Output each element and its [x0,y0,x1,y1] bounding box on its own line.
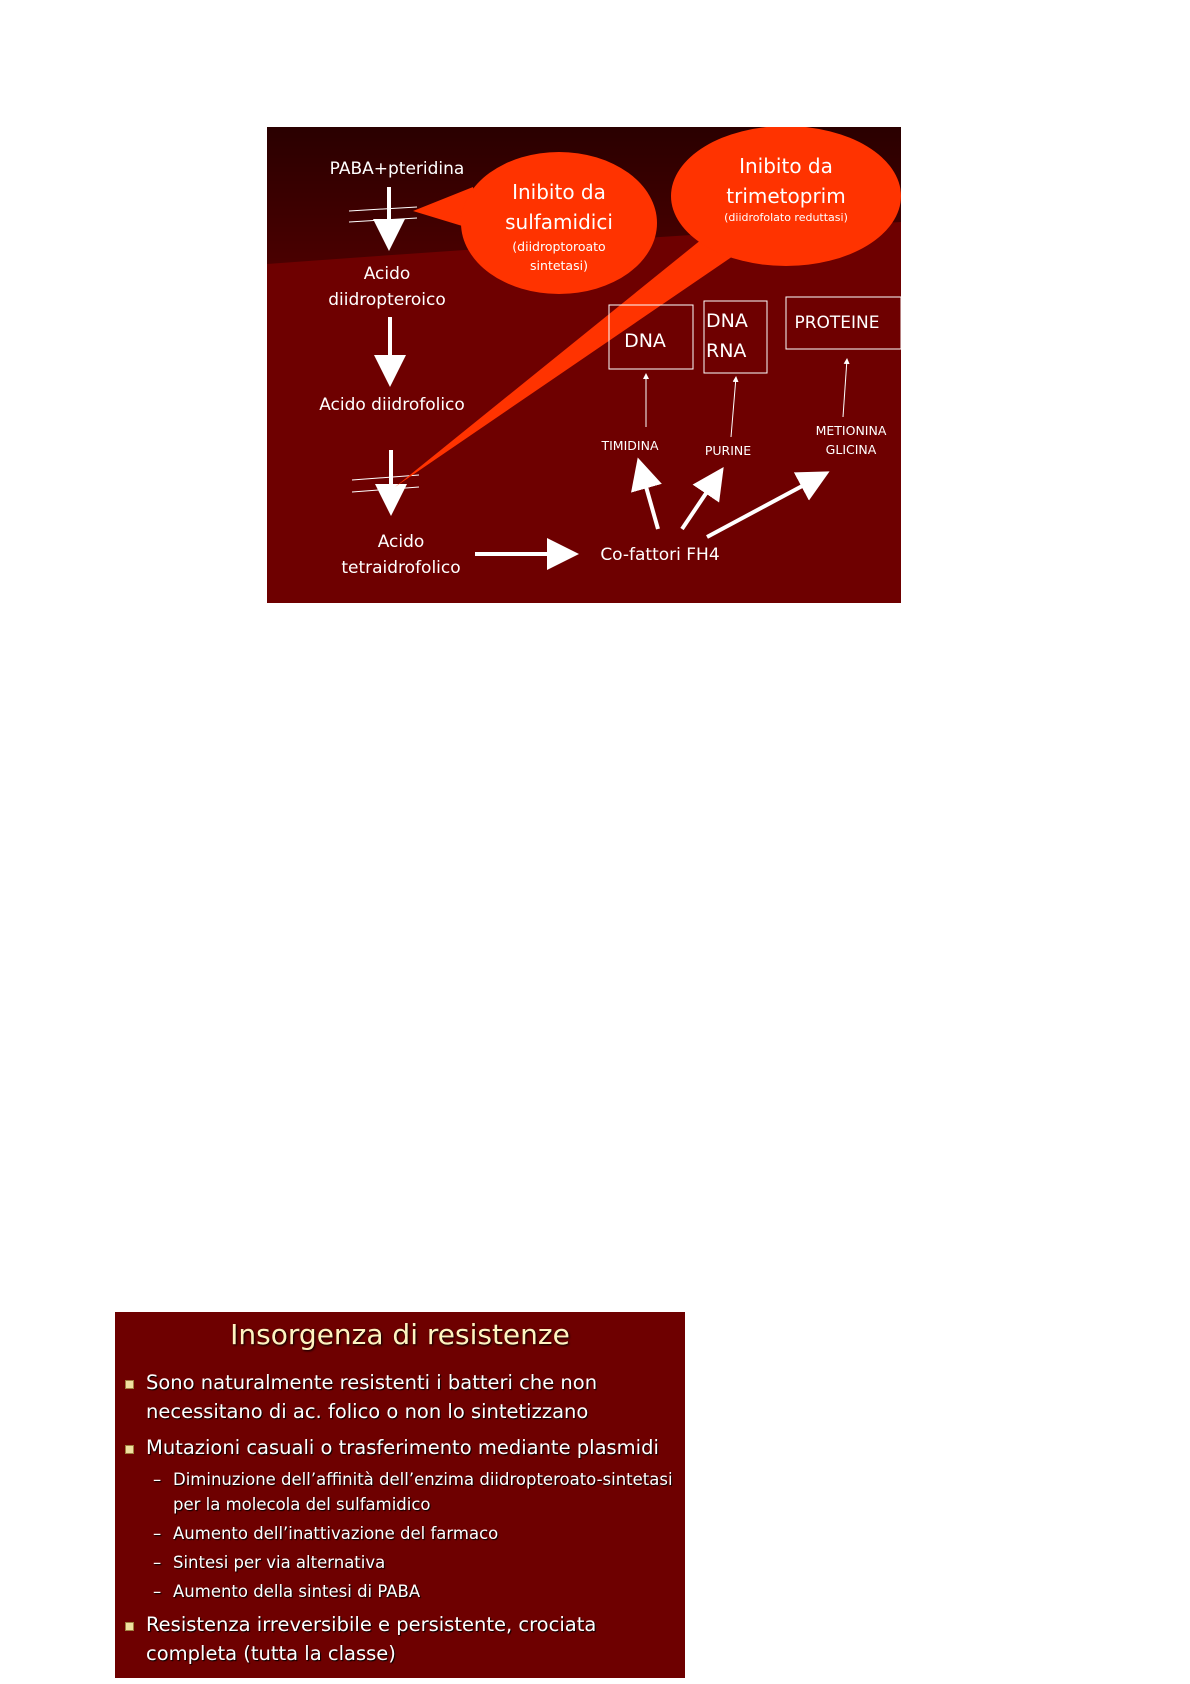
bullet-1 [146,1368,681,1426]
sub-bullet-1-line2: per la molecola del sulfamidico [173,1495,431,1514]
bubble-trimetoprim-line1: Inibito da [739,154,833,178]
bubble-sulfamidici-line2: sulfamidici [505,210,613,234]
bullet-2-line1: Mutazioni casuali o trasferimento mediante plasmidi [146,1436,659,1459]
bullet-3-line2: completa (tutta la classe) [146,1642,396,1665]
box-dna-label: DNA [624,330,666,352]
bubble-sulfamidici-sub2: sintetasi) [530,258,588,273]
sub-bullet-2-line1: Aumento dell’inattivazione del farmaco [173,1524,499,1543]
bullet-square-icon [125,1380,134,1389]
sub-bullet-1 [153,1467,693,1517]
label-paba: PABA+pteridina [329,159,465,179]
label-cofactors: Co-fattori FH4 [600,545,720,565]
label-diidropteroico-1: Acido [363,264,411,284]
box-dna-rna-label-1: DNA [706,310,748,332]
sub-bullet-4 [153,1579,693,1604]
bubble-sulfamidici-sub1: (diidroptoroato [512,239,606,254]
box-proteine-label: PROTEINE [794,313,880,333]
bullet-1-line1: Sono naturalmente resistenti i batteri che non [146,1371,598,1394]
sub-bullet-2 [153,1521,693,1546]
bullet-square-icon [125,1445,134,1454]
label-purine: PURINE [704,443,752,458]
dash-icon: – [153,1470,162,1489]
bullet-3-line1: Resistenza irreversibile e persistente, crociata [146,1613,597,1636]
label-tetraidrofolico-1: Acido [377,532,425,552]
label-metionina: METIONINA [815,423,887,438]
pathway-diagram [267,127,901,603]
label-diidropteroico-2: diidropteroico [328,290,446,310]
pathway-slide [267,127,901,603]
bubble-trimetoprim-line2: trimetoprim [726,184,846,208]
sub-bullet-3 [153,1550,693,1575]
bubble-sulfamidici-line1: Inibito da [512,180,606,204]
bullet-2 [146,1433,681,1462]
dash-icon: – [153,1524,162,1543]
bullet-3 [146,1610,681,1668]
sub-bullet-4-line1: Aumento della sintesi di PABA [173,1582,421,1601]
bullet-square-icon [125,1622,134,1631]
label-timidina: TIMIDINA [601,438,659,453]
dash-icon: – [153,1582,162,1601]
bullet-1-line2: necessitano di ac. folico o non lo sintetizzano [146,1400,589,1423]
label-diidrofolico: Acido diidrofolico [319,395,465,415]
label-glicina: GLICINA [825,442,877,457]
box-dna-rna-label-2: RNA [706,340,747,362]
label-tetraidrofolico-2: tetraidrofolico [341,558,461,578]
slide-title: Insorgenza di resistenze [230,1318,570,1351]
sub-bullet-1-line1: Diminuzione dell’affinità dell’enzima diidropteroato-sintetasi [173,1470,673,1489]
bubble-trimetoprim-sub1: (diidrofolato reduttasi) [724,211,848,224]
sub-bullet-3-line1: Sintesi per via alternativa [173,1553,386,1572]
resistance-slide [115,1312,685,1678]
dash-icon: – [153,1553,162,1572]
